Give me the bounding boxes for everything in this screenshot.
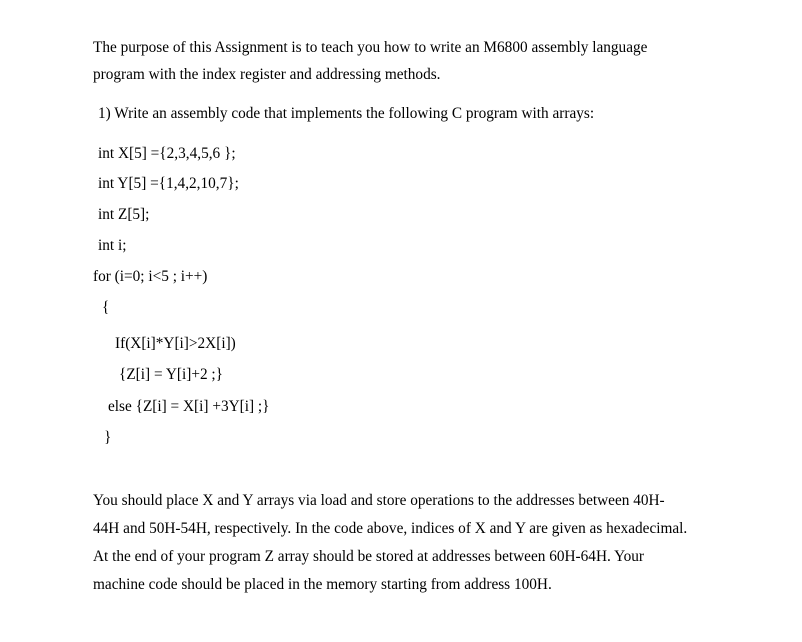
code-line-close-brace: }	[104, 429, 112, 446]
code-line-decl-z: int Z[5];	[98, 206, 150, 223]
code-line-decl-y: int Y[5] ={1,4,2,10,7};	[98, 175, 239, 192]
footer-line-3: At the end of your program Z array should be stored at addresses between 60H-64H. Your	[93, 548, 644, 565]
task-heading: 1) Write an assembly code that implements the following C program with arrays:	[98, 105, 595, 122]
code-line-else: else {Z[i] = X[i] +3Y[i] ;}	[108, 398, 270, 415]
code-line-for: for (i=0; i<5 ; i++)	[93, 268, 208, 285]
footer-line-4: machine code should be placed in the memory starting from address 100H.	[93, 576, 552, 593]
footer-line-1: You should place X and Y arrays via load and store operations to the addresses between 40H-	[93, 492, 665, 509]
code-line-decl-x: int X[5] ={2,3,4,5,6 };	[98, 145, 236, 162]
intro-line-1: The purpose of this Assignment is to teach you how to write an M6800 assembly language	[93, 39, 648, 56]
footer-line-2: 44H and 50H-54H, respectively. In the code above, indices of X and Y are given as hexadecimal.	[93, 520, 688, 537]
code-line-decl-i: int i;	[98, 237, 127, 254]
code-line-then: {Z[i] = Y[i]+2 ;}	[119, 366, 224, 383]
code-line-if: If(X[i]*Y[i]>2X[i])	[115, 335, 236, 352]
code-line-open-brace: {	[102, 299, 110, 316]
intro-line-2: program with the index register and addressing methods.	[93, 66, 441, 83]
